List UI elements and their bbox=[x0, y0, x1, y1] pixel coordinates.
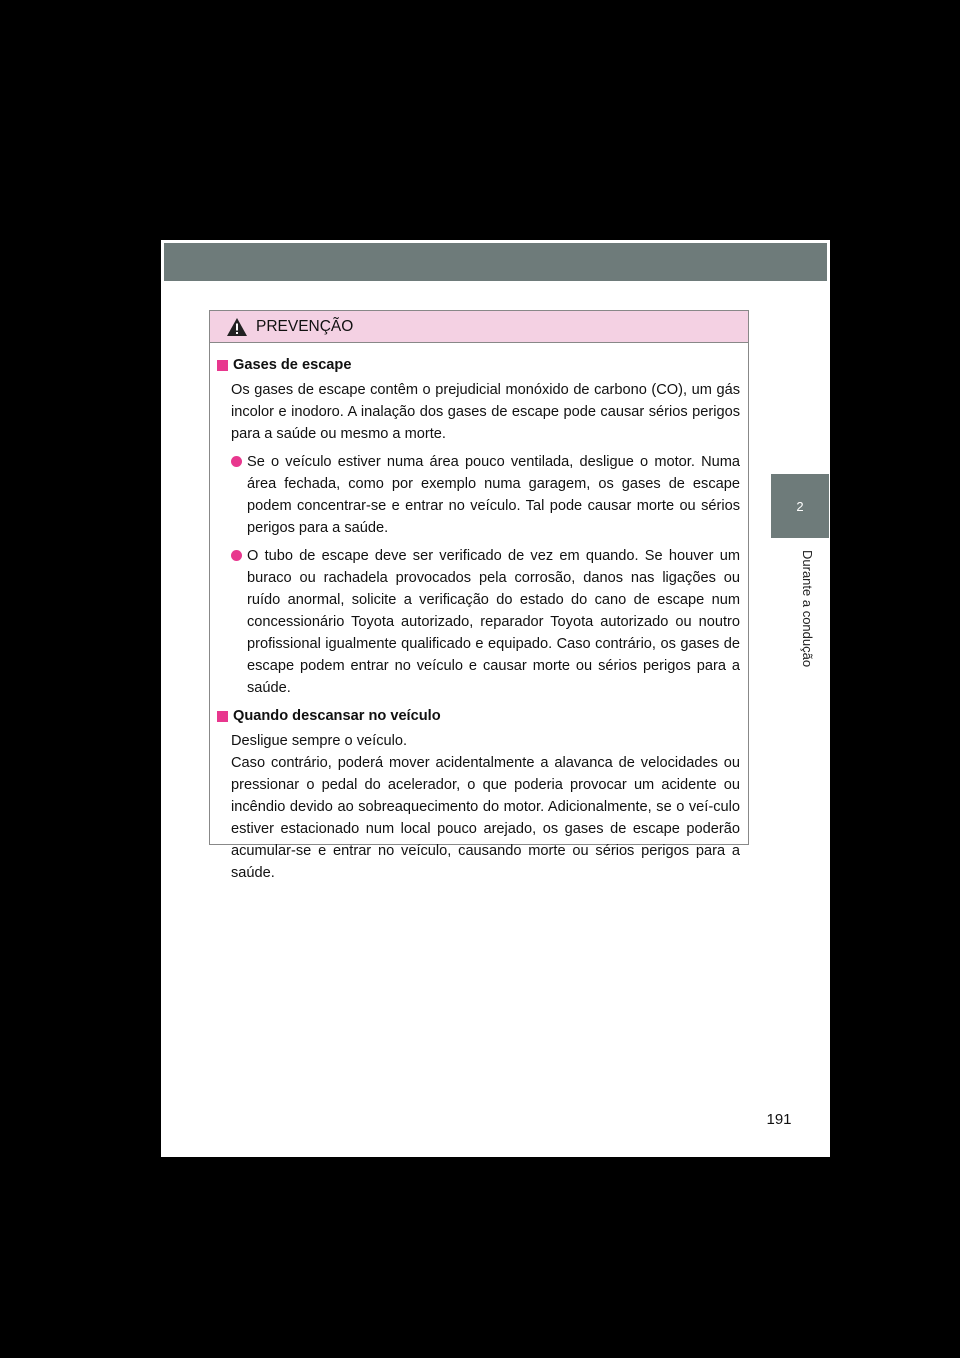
list-item-text: Se o veículo estiver numa área pouco ventilada, desligue o motor. Numa área fechada, como por exemplo numa garagem, os gases de escape podem concentrar-se e entrar no veículo. Tal pode causar morte ou sérios perigos para a saúde. bbox=[247, 454, 740, 536]
manual-page bbox=[161, 240, 830, 1157]
list-item bbox=[217, 545, 740, 699]
square-bullet-icon bbox=[217, 711, 228, 722]
section-paragraph: Os gases de escape contêm o prejudicial monóxido de carbono (CO), um gás incolor e inodoro. A inalação dos gases de escape pode causar sérios perigos para a saúde ou mesmo a morte. bbox=[231, 382, 740, 442]
chapter-tab bbox=[771, 474, 829, 538]
section-heading-text: Quando descansar no veículo bbox=[233, 708, 441, 724]
section-paragraph bbox=[217, 730, 740, 884]
warning-body bbox=[210, 343, 748, 884]
section-heading-text: Gases de escape bbox=[233, 357, 352, 373]
warning-triangle-icon bbox=[226, 317, 248, 337]
warning-title: PREVENÇÃO bbox=[256, 317, 354, 335]
paragraph-text: Caso contrário, poderá mover acidentalmente a alavanca de velocidades ou pressionar o pedal do acelerador, o que poderia provocar um acidente ou incêndio devido ao sobreaquecimento do motor. Adicionalmente, se o veí-culo estiver estacionado num local pouco arejado, os gases de escape poderão acumular-se e entrar no veículo, causando morte ou sérios perigos para a saúde. bbox=[231, 755, 740, 881]
chapter-title: Durante a condução bbox=[800, 550, 815, 668]
section-heading bbox=[217, 354, 740, 376]
round-bullet-icon bbox=[231, 550, 242, 561]
warning-box bbox=[209, 310, 749, 881]
list-item-text: O tubo de escape deve ser verificado de vez em quando. Se houver um buraco ou rachadela provocados pela corrosão, danos nas ligações ou ruído anormal, solicite a verificação do estado do cano de escape num concessionário Toyota autorizado, reparador Toyota autorizado ou noutro profissional igualmente qualificado e equipado. Caso contrário, os gases de escape podem entrar no veículo e causar morte ou sérios perigos para a saúde. bbox=[247, 548, 740, 696]
header-bar bbox=[164, 243, 827, 281]
list-item bbox=[217, 451, 740, 539]
section-heading bbox=[217, 705, 740, 727]
paragraph-first-line: Desligue sempre o veículo. bbox=[231, 733, 408, 749]
page-number: 191 bbox=[766, 1111, 792, 1128]
round-bullet-icon bbox=[231, 456, 242, 467]
square-bullet-icon bbox=[217, 360, 228, 371]
chapter-number: 2 bbox=[796, 498, 804, 514]
warning-header bbox=[210, 311, 748, 343]
